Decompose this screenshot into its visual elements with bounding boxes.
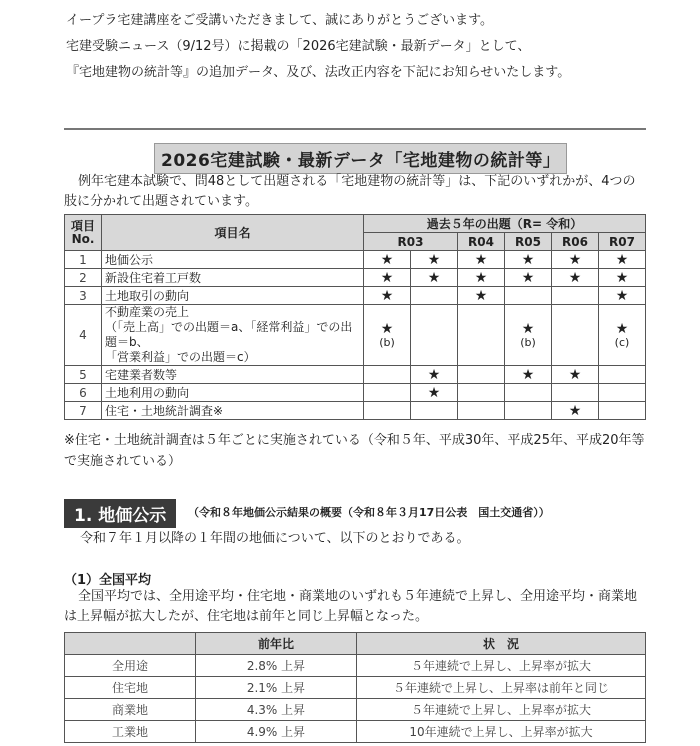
row-sub: (c)	[614, 336, 630, 349]
subsection-text: 全国平均では、全用途平均・住宅地・商業地のいずれも５年連続で上昇し、全用途平均・商業地は上昇幅が拡大したが、住宅地は前年と同じ上昇幅となった。	[64, 589, 638, 624]
row-no: 6	[65, 384, 102, 402]
row-label: 工業地	[65, 721, 196, 743]
row-rate: 4.9% 上昇	[196, 721, 357, 743]
header-blank	[65, 633, 196, 655]
intro-line-1: イープラ宅建講座をご受講いただきまして、誠にありがとうございます。	[66, 13, 494, 28]
row-mark: ★	[505, 269, 552, 287]
row-mark-cell	[599, 305, 646, 366]
row-detail: （「売上高」での出題＝a、「経常利益」での出題＝b、	[105, 320, 353, 349]
row-mark	[599, 366, 646, 384]
row-mark	[599, 402, 646, 420]
row-name: 宅建業者数等	[102, 366, 364, 384]
row-status: ５年連続で上昇し、上昇率は前年と同じ	[357, 677, 646, 699]
row-no: 1	[65, 251, 102, 269]
statistics-table	[64, 214, 646, 420]
row-mark: ★	[552, 402, 599, 420]
row-name: 地価公示	[102, 251, 364, 269]
row-mark: ★	[364, 251, 411, 269]
row-status: ５年連続で上昇し、上昇率が拡大	[357, 699, 646, 721]
table-row	[65, 251, 646, 269]
row-mark	[552, 287, 599, 305]
row-sub: (b)	[379, 336, 395, 349]
row-mark-cell	[552, 305, 599, 366]
header-year-r04: R04	[458, 233, 505, 251]
row-mark	[364, 366, 411, 384]
table-row	[65, 366, 646, 384]
table-row	[65, 699, 646, 721]
row-mark: ★	[458, 287, 505, 305]
row-mark: ★	[599, 251, 646, 269]
row-rate: 2.8% 上昇	[196, 655, 357, 677]
row-mark	[458, 366, 505, 384]
section-subheading: （令和８年地価公示結果の概要（令和８年３月17日公表 国土交通省））	[188, 506, 550, 519]
table-row	[65, 402, 646, 420]
row-sub: (b)	[520, 336, 536, 349]
row-label: 住宅地	[65, 677, 196, 699]
intro-text	[66, 8, 666, 86]
header-status: 状 況	[357, 633, 646, 655]
row-status: ５年連続で上昇し、上昇率が拡大	[357, 655, 646, 677]
table-row	[65, 677, 646, 699]
row-mark: ★	[552, 366, 599, 384]
row-rate: 4.3% 上昇	[196, 699, 357, 721]
row-mark	[552, 384, 599, 402]
row-mark: ★	[458, 269, 505, 287]
row-mark	[411, 287, 458, 305]
header-past: 過去５年の出題（R= 令和）	[364, 215, 646, 233]
header-year-r06: R06	[552, 233, 599, 251]
row-no: 5	[65, 366, 102, 384]
row-no: 7	[65, 402, 102, 420]
row-mark	[505, 287, 552, 305]
row-mark: ★	[615, 321, 629, 337]
row-mark: ★	[411, 384, 458, 402]
section-description: 例年宅建本試験で、問48として出題される「宅地建物の統計等」は、下記のいずれかが、4つの肢に分かれて出題されています。	[64, 174, 636, 209]
subsection-heading: （1）全国平均	[64, 573, 152, 588]
row-mark: ★	[411, 269, 458, 287]
row-mark: ★	[552, 269, 599, 287]
row-mark: ★	[521, 321, 535, 337]
row-mark: ★	[505, 251, 552, 269]
row-name: 土地利用の動向	[102, 384, 364, 402]
row-mark: ★	[599, 269, 646, 287]
row-rate: 2.1% 上昇	[196, 677, 357, 699]
row-label: 全用途	[65, 655, 196, 677]
land-price-table	[64, 632, 646, 743]
row-mark: ★	[364, 287, 411, 305]
intro-line-3: 『宅地建物の統計等』の追加データ、及び、法改正内容を下記にお知らせいたします。	[66, 65, 571, 80]
table-row	[65, 655, 646, 677]
row-mark: ★	[411, 366, 458, 384]
row-no: 2	[65, 269, 102, 287]
row-mark: ★	[552, 251, 599, 269]
row-name: 不動産業の売上	[105, 305, 190, 319]
row-mark-cell	[505, 305, 552, 366]
row-name-cell	[102, 305, 364, 366]
row-label: 商業地	[65, 699, 196, 721]
header-year-r05: R05	[505, 233, 552, 251]
footnote: ※住宅・土地統計調査は５年ごとに実施されている（令和５年、平成30年、平成25年、平成20年等で実施されている）	[64, 433, 645, 469]
row-mark: ★	[599, 287, 646, 305]
header-year-r03: R03	[364, 233, 458, 251]
row-mark	[505, 384, 552, 402]
row-status: 10年連続で上昇し、上昇率が拡大	[357, 721, 646, 743]
row-name: 新設住宅着工戸数	[102, 269, 364, 287]
table-row	[65, 384, 646, 402]
row-name: 住宅・土地統計調査※	[102, 402, 364, 420]
header-rate: 前年比	[196, 633, 357, 655]
intro-line-2: 宅建受験ニュース（9/12号）に掲載の「2026宅建試験・最新データ」として、	[66, 39, 531, 54]
row-mark-cell	[411, 305, 458, 366]
row-mark	[364, 402, 411, 420]
header-item-no-1: 項目	[70, 218, 95, 233]
header-year-r07: R07	[599, 233, 646, 251]
header-item-no	[65, 215, 102, 251]
section-heading: 1. 地価公示	[64, 499, 176, 528]
row-mark	[458, 402, 505, 420]
table-row	[65, 305, 646, 366]
header-item-name: 項目名	[102, 215, 364, 251]
row-no: 4	[65, 305, 102, 366]
row-no: 3	[65, 287, 102, 305]
row-mark-cell	[458, 305, 505, 366]
row-mark	[411, 402, 458, 420]
row-mark: ★	[505, 366, 552, 384]
row-mark: ★	[458, 251, 505, 269]
section-title: 2026宅建試験・最新データ「宅地建物の統計等」	[154, 143, 567, 174]
divider	[64, 128, 646, 130]
table-row	[65, 721, 646, 743]
section-intro: 令和７年１月以降の１年間の地価について、以下のとおりである。	[80, 531, 470, 546]
row-mark	[364, 384, 411, 402]
row-mark: ★	[380, 321, 394, 337]
row-mark: ★	[411, 251, 458, 269]
row-name: 土地取引の動向	[102, 287, 364, 305]
row-mark	[599, 384, 646, 402]
row-mark	[458, 384, 505, 402]
header-item-no-2: No.	[71, 231, 95, 246]
table-row	[65, 269, 646, 287]
row-detail: 「営業利益」での出題＝c）	[105, 350, 256, 364]
row-mark-cell	[364, 305, 411, 366]
table-row	[65, 287, 646, 305]
row-mark	[505, 402, 552, 420]
row-mark: ★	[364, 269, 411, 287]
